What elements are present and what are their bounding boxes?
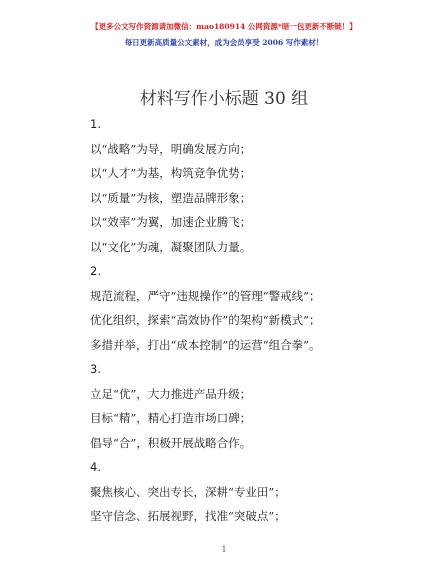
body-line: 规范流程，严守“违规操作”的管理“警戒线”； [90, 288, 321, 303]
document-title: 材料写作小标题 30 组 [139, 89, 309, 109]
body-line: 多措并举，打出“成本控制”的运营“组合拳”。 [90, 337, 321, 352]
body-line: 坚守信念、拓展视野，找准“突破点”； [90, 509, 286, 523]
section-number: 3. [90, 362, 101, 376]
document-body [90, 112, 408, 529]
page-number: 1 [221, 545, 227, 554]
section-number: 4. [90, 460, 101, 474]
body-line: 倡导“合”，积极开展战略合作。 [90, 435, 252, 450]
section-number: 2. [90, 264, 101, 278]
body-line: 目标“精”，精心打造市场口碑； [90, 411, 252, 425]
body-line: 以“战略”为导，明确发展方向； [90, 141, 252, 156]
banner-line-2: 每日更新高质量公文素材，成为会员享受 2006 写作素材！ [124, 38, 324, 47]
body-line: 聚焦核心、突出专长，深耕“专业田”； [90, 484, 286, 499]
body-line: 立足“优”，大力推进产品升级； [90, 386, 252, 401]
body-line: 以“文化”为魂，凝聚团队力量。 [90, 239, 252, 254]
body-line: 以“质量”为核，塑造品牌形象； [90, 190, 252, 205]
body-line: 优化组织，探索“高效协作”的架构“新模式”； [90, 313, 321, 327]
body-line: 以“效率”为翼，加速企业腾飞； [90, 215, 252, 229]
header-banner [0, 20, 448, 50]
section-number: 1. [90, 117, 101, 131]
banner-line-1: 【更多公文写作资源请加微信：mao180914 公网资源*暗一包更新不断链！】 [91, 22, 357, 31]
body-line: 以“人才”为基，构筑竞争优势； [90, 166, 252, 180]
